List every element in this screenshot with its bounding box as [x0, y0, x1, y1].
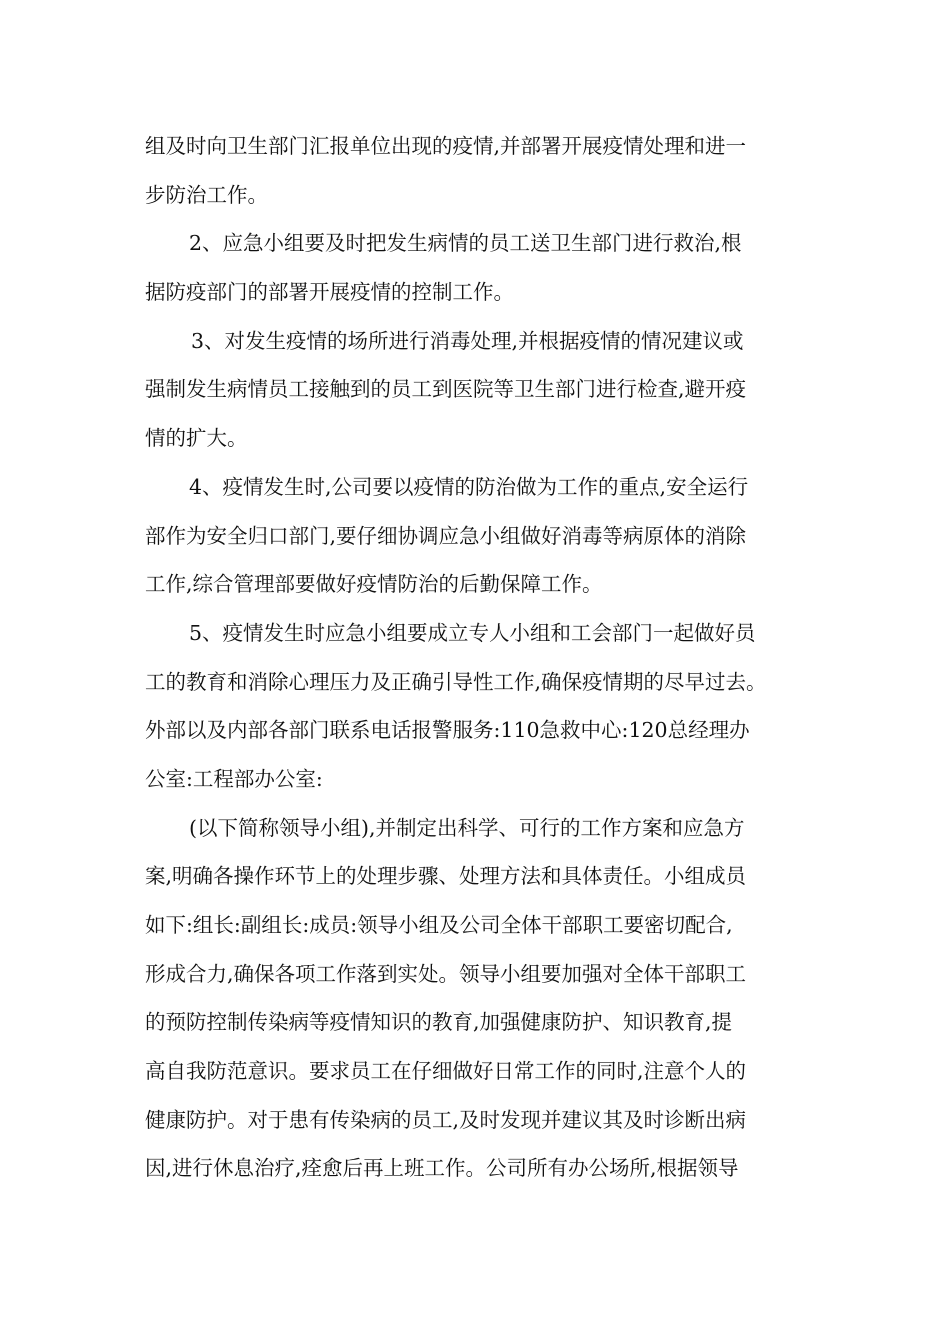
text-line: 因,进行休息治疗,痊愈后再上班工作。公司所有办公场所,根据领导: [145, 1156, 739, 1181]
text-line: 外部以及内部各部门联系电话报警服务:110急救中心:120总经理办: [145, 718, 750, 743]
text-line: 3、对发生疫情的场所进行消毒处理,并根据疫情的情况建议或: [191, 328, 744, 353]
text-line: 形成合力,确保各项工作落到实处。领导小组要加强对全体干部职工: [145, 961, 747, 986]
text-line: 健康防护。对于患有传染病的员工,及时发现并建议其及时诊断出病: [145, 1107, 747, 1132]
text-line: 2、应急小组要及时把发生病情的员工送卫生部门进行救治,根: [189, 231, 742, 256]
text-line: 5、疫情发生时应急小组要成立专人小组和工会部门一起做好员: [189, 620, 756, 645]
text-line: 的预防控制传染病等疫情知识的教育,加强健康防护、知识教育,提: [145, 1010, 733, 1035]
text-line: 工作,综合管理部要做好疫情防治的后勤保障工作。: [145, 572, 603, 597]
text-line: 情的扩大。: [145, 426, 248, 451]
text-line: (以下简称领导小组),并制定出科学、可行的工作方案和应急方: [189, 815, 745, 840]
document-body: [145, 122, 817, 1193]
text-line: 组及时向卫生部门汇报单位出现的疫情,并部署开展疫情处理和进一: [145, 134, 747, 158]
text-line: 据防疫部门的部署开展疫情的控制工作。: [145, 280, 514, 305]
text-line: 如下:组长:副组长:成员:领导小组及公司全体干部职工要密切配合,: [145, 913, 733, 937]
text-line: 部作为安全归口部门,要仔细协调应急小组做好消毒等病原体的消除: [145, 523, 747, 548]
text-line: 步防治工作。: [145, 182, 268, 207]
text-line: 强制发生病情员工接触到的员工到医院等卫生部门进行检查,避开疫: [145, 377, 747, 402]
text-line: 4、疫情发生时,公司要以疫情的防治做为工作的重点,安全运行: [189, 474, 749, 499]
text-line: 工的教育和消除心理压力及正确引导性工作,确保疫情期的尽早过去。: [145, 669, 767, 694]
text-line: 高自我防范意识。要求员工在仔细做好日常工作的同时,注意个人的: [145, 1059, 747, 1084]
text-line: 案,明确各操作环节上的处理步骤、处理方法和具体责任。小组成员: [145, 864, 747, 889]
text-line: 公室:工程部办公室:: [145, 766, 323, 791]
